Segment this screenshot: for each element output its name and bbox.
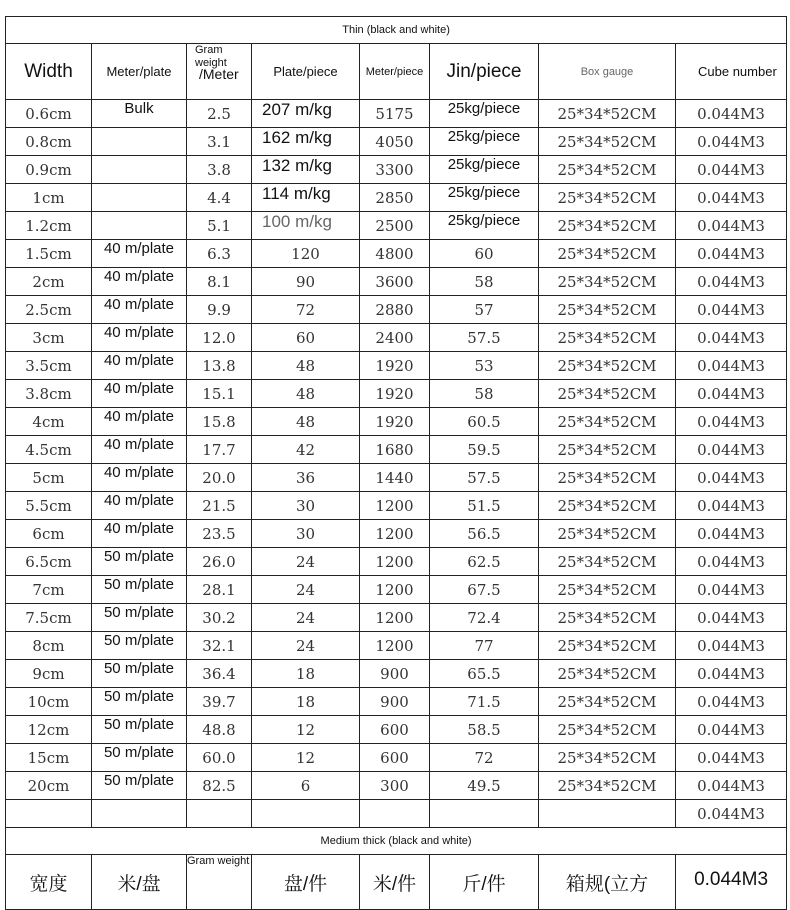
cell-cube-number: 0.044M3	[676, 660, 787, 688]
cell-width: 3.8cm	[6, 380, 92, 408]
cell-cube-number: 0.044M3	[676, 744, 787, 772]
header2-cube-number: 0.044M3	[676, 855, 787, 910]
cell-meter-per-piece: 1920	[360, 352, 430, 380]
cell-meter-per-piece: 1440	[360, 464, 430, 492]
cell-meter-per-plate: 40 m/plate	[92, 520, 187, 548]
cell-jin-per-piece: 58	[430, 268, 539, 296]
cell-meter-per-plate: Bulk	[92, 100, 187, 128]
table-row	[6, 660, 787, 688]
header-jin-piece: Jin/piece	[430, 44, 539, 100]
cell-cube-number: 0.044M3	[676, 436, 787, 464]
cell-plate-per-piece: 24	[252, 604, 360, 632]
cell-box-gauge: 25*34*52CM	[539, 212, 676, 240]
cell-cube-number: 0.044M3	[676, 324, 787, 352]
cell-jin-per-piece: 67.5	[430, 576, 539, 604]
cell-width: 7cm	[6, 576, 92, 604]
product-spec-table	[5, 16, 787, 910]
cell-plate-per-piece: 30	[252, 492, 360, 520]
cell-jin-per-piece: 72	[430, 744, 539, 772]
cell-plate-per-piece: 48	[252, 380, 360, 408]
cell-meter-per-piece: 1920	[360, 380, 430, 408]
table-row	[6, 100, 787, 128]
cell-plate-per-piece: 48	[252, 408, 360, 436]
cell-box-gauge: 25*34*52CM	[539, 632, 676, 660]
cell-jin-per-piece: 25kg/piece	[430, 184, 539, 212]
cell-meter-per-plate: 40 m/plate	[92, 436, 187, 464]
cell-box-gauge: 25*34*52CM	[539, 604, 676, 632]
cell-cube-number: 0.044M3	[676, 548, 787, 576]
cell-plate-per-piece: 48	[252, 352, 360, 380]
cell-width: 2cm	[6, 268, 92, 296]
cell-meter-per-plate	[92, 184, 187, 212]
cell-box-gauge: 25*34*52CM	[539, 352, 676, 380]
cell-cube-number: 0.044M3	[676, 464, 787, 492]
cell-gram-weight: 39.7	[187, 688, 252, 716]
cell-meter-per-piece: 2500	[360, 212, 430, 240]
cell-jin-per-piece: 56.5	[430, 520, 539, 548]
cell-width: 12cm	[6, 716, 92, 744]
table-row	[6, 716, 787, 744]
table-row	[6, 352, 787, 380]
cell-box-gauge: 25*34*52CM	[539, 156, 676, 184]
cell-meter-per-plate: 40 m/plate	[92, 240, 187, 268]
cell-width: 1.2cm	[6, 212, 92, 240]
cell-meter-per-plate: 50 m/plate	[92, 604, 187, 632]
cell-gram-weight: 28.1	[187, 576, 252, 604]
cell-meter-per-piece: 1200	[360, 548, 430, 576]
cell-box-gauge: 25*34*52CM	[539, 520, 676, 548]
cell-meter-per-piece: 300	[360, 772, 430, 800]
cell-meter-per-piece: 1200	[360, 520, 430, 548]
cell-meter-per-piece: 1200	[360, 632, 430, 660]
cell-gram-weight: 26.0	[187, 548, 252, 576]
cell-meter-per-plate: 40 m/plate	[92, 464, 187, 492]
header-width: Width	[6, 44, 92, 100]
cell-gram-weight: 15.1	[187, 380, 252, 408]
cell-gram-weight: 30.2	[187, 604, 252, 632]
header-cube-number: Cube number	[676, 44, 787, 100]
cell-jin-per-piece: 25kg/piece	[430, 212, 539, 240]
cell-meter-per-piece: 1200	[360, 576, 430, 604]
cell-jin-per-piece: 57	[430, 296, 539, 324]
cell-jin-per-piece: 25kg/piece	[430, 128, 539, 156]
table-row	[6, 800, 787, 828]
cell-meter-per-plate: 50 m/plate	[92, 744, 187, 772]
cell-width: 5cm	[6, 464, 92, 492]
cell-meter-per-plate: 40 m/plate	[92, 296, 187, 324]
cell-box-gauge: 25*34*52CM	[539, 240, 676, 268]
cell-meter-per-piece: 1200	[360, 492, 430, 520]
cell-box-gauge: 25*34*52CM	[539, 380, 676, 408]
cell-meter-per-piece: 2850	[360, 184, 430, 212]
cell-meter-per-plate: 40 m/plate	[92, 268, 187, 296]
table-row	[6, 604, 787, 632]
cell-jin-per-piece: 25kg/piece	[430, 100, 539, 128]
cell-cube-number: 0.044M3	[676, 296, 787, 324]
header-row	[6, 44, 787, 100]
cell-meter-per-piece: 4050	[360, 128, 430, 156]
cell-width: 1.5cm	[6, 240, 92, 268]
cell-jin-per-piece: 60.5	[430, 408, 539, 436]
header-row-2	[6, 855, 787, 910]
cell-meter-per-plate: 50 m/plate	[92, 772, 187, 800]
section-title-row	[6, 17, 787, 44]
cell-box-gauge: 25*34*52CM	[539, 688, 676, 716]
cell-meter-per-piece: 1200	[360, 604, 430, 632]
cell-box-gauge: 25*34*52CM	[539, 184, 676, 212]
cell-jin-per-piece: 58.5	[430, 716, 539, 744]
cell-plate-per-piece: 6	[252, 772, 360, 800]
cell-box-gauge: 25*34*52CM	[539, 716, 676, 744]
cell-jin-per-piece: 57.5	[430, 464, 539, 492]
cell-plate-per-piece	[252, 800, 360, 828]
cell-plate-per-piece: 207 m/kg	[252, 100, 360, 128]
cell-cube-number: 0.044M3	[676, 212, 787, 240]
cell-gram-weight: 23.5	[187, 520, 252, 548]
cell-plate-per-piece: 120	[252, 240, 360, 268]
cell-gram-weight: 20.0	[187, 464, 252, 492]
cell-cube-number: 0.044M3	[676, 632, 787, 660]
cell-jin-per-piece: 53	[430, 352, 539, 380]
cell-meter-per-piece	[360, 800, 430, 828]
cell-gram-weight: 82.5	[187, 772, 252, 800]
header2-meter-per-piece: 米/件	[360, 855, 430, 910]
cell-plate-per-piece: 24	[252, 548, 360, 576]
cell-cube-number: 0.044M3	[676, 240, 787, 268]
header2-box-gauge: 箱规(立方	[539, 855, 676, 910]
cell-meter-per-plate: 50 m/plate	[92, 548, 187, 576]
cell-gram-weight: 15.8	[187, 408, 252, 436]
cell-meter-per-plate: 40 m/plate	[92, 324, 187, 352]
cell-plate-per-piece: 12	[252, 716, 360, 744]
cell-box-gauge: 25*34*52CM	[539, 408, 676, 436]
cell-gram-weight: 3.8	[187, 156, 252, 184]
cell-box-gauge: 25*34*52CM	[539, 464, 676, 492]
cell-jin-per-piece: 25kg/piece	[430, 156, 539, 184]
cell-width: 10cm	[6, 688, 92, 716]
cell-width: 2.5cm	[6, 296, 92, 324]
cell-plate-per-piece: 162 m/kg	[252, 128, 360, 156]
cell-meter-per-piece: 900	[360, 660, 430, 688]
cell-cube-number: 0.044M3	[676, 604, 787, 632]
cell-meter-per-plate: 50 m/plate	[92, 576, 187, 604]
cell-plate-per-piece: 132 m/kg	[252, 156, 360, 184]
cell-cube-number: 0.044M3	[676, 576, 787, 604]
table-row	[6, 296, 787, 324]
cell-gram-weight: 3.1	[187, 128, 252, 156]
cell-gram-weight: 13.8	[187, 352, 252, 380]
cell-meter-per-piece: 900	[360, 688, 430, 716]
cell-plate-per-piece: 90	[252, 268, 360, 296]
cell-cube-number: 0.044M3	[676, 772, 787, 800]
header2-gram-weight: Gram weight	[187, 855, 252, 910]
cell-gram-weight: 9.9	[187, 296, 252, 324]
table-row	[6, 772, 787, 800]
section-title-thin: Thin (black and white)	[6, 17, 787, 44]
cell-jin-per-piece: 51.5	[430, 492, 539, 520]
cell-cube-number: 0.044M3	[676, 520, 787, 548]
table-row	[6, 324, 787, 352]
section-title-medium: Medium thick (black and white)	[6, 828, 787, 855]
table-row	[6, 184, 787, 212]
cell-box-gauge: 25*34*52CM	[539, 296, 676, 324]
header-gram-weight-a: Gram weight	[195, 44, 227, 69]
cell-width: 0.6cm	[6, 100, 92, 128]
header-plate-piece: Plate/piece	[252, 44, 360, 100]
cell-box-gauge	[539, 800, 676, 828]
cell-gram-weight: 2.5	[187, 100, 252, 128]
cell-gram-weight: 5.1	[187, 212, 252, 240]
cell-cube-number: 0.044M3	[676, 380, 787, 408]
cell-width: 20cm	[6, 772, 92, 800]
cell-jin-per-piece: 49.5	[430, 772, 539, 800]
cell-plate-per-piece: 18	[252, 660, 360, 688]
cell-cube-number: 0.044M3	[676, 408, 787, 436]
cell-jin-per-piece: 57.5	[430, 324, 539, 352]
cell-meter-per-plate: 50 m/plate	[92, 688, 187, 716]
cell-box-gauge: 25*34*52CM	[539, 576, 676, 604]
cell-gram-weight: 60.0	[187, 744, 252, 772]
cell-box-gauge: 25*34*52CM	[539, 660, 676, 688]
cell-width: 3cm	[6, 324, 92, 352]
table-row	[6, 464, 787, 492]
cell-meter-per-plate: 50 m/plate	[92, 716, 187, 744]
cell-meter-per-plate: 40 m/plate	[92, 352, 187, 380]
cell-width: 1cm	[6, 184, 92, 212]
table-row	[6, 240, 787, 268]
cell-cube-number: 0.044M3	[676, 492, 787, 520]
cell-width	[6, 800, 92, 828]
cell-meter-per-piece: 600	[360, 744, 430, 772]
table-row	[6, 492, 787, 520]
cell-jin-per-piece: 59.5	[430, 436, 539, 464]
cell-jin-per-piece: 71.5	[430, 688, 539, 716]
cell-plate-per-piece: 30	[252, 520, 360, 548]
cell-gram-weight	[187, 800, 252, 828]
cell-meter-per-piece: 3600	[360, 268, 430, 296]
table-row	[6, 576, 787, 604]
cell-meter-per-piece: 5175	[360, 100, 430, 128]
cell-jin-per-piece: 58	[430, 380, 539, 408]
header2-width: 宽度	[6, 855, 92, 910]
cell-plate-per-piece: 72	[252, 296, 360, 324]
cell-plate-per-piece: 114 m/kg	[252, 184, 360, 212]
cell-jin-per-piece: 65.5	[430, 660, 539, 688]
cell-width: 6.5cm	[6, 548, 92, 576]
header-gram-weight	[187, 44, 252, 100]
cell-width: 6cm	[6, 520, 92, 548]
cell-width: 7.5cm	[6, 604, 92, 632]
cell-meter-per-plate	[92, 156, 187, 184]
cell-meter-per-piece: 3300	[360, 156, 430, 184]
cell-meter-per-plate: 40 m/plate	[92, 380, 187, 408]
cell-width: 15cm	[6, 744, 92, 772]
cell-meter-per-plate: 40 m/plate	[92, 408, 187, 436]
cell-jin-per-piece: 77	[430, 632, 539, 660]
cell-plate-per-piece: 60	[252, 324, 360, 352]
table-row	[6, 548, 787, 576]
cell-plate-per-piece: 100 m/kg	[252, 212, 360, 240]
cell-meter-per-piece: 2400	[360, 324, 430, 352]
header-meter-piece: Meter/piece	[360, 44, 430, 100]
cell-box-gauge: 25*34*52CM	[539, 100, 676, 128]
cell-cube-number: 0.044M3	[676, 128, 787, 156]
cell-meter-per-piece: 600	[360, 716, 430, 744]
cell-box-gauge: 25*34*52CM	[539, 268, 676, 296]
header-gram-weight-b: /Meter	[199, 66, 239, 82]
cell-width: 8cm	[6, 632, 92, 660]
cell-plate-per-piece: 18	[252, 688, 360, 716]
cell-jin-per-piece	[430, 800, 539, 828]
cell-width: 0.9cm	[6, 156, 92, 184]
cell-gram-weight: 32.1	[187, 632, 252, 660]
table-row	[6, 128, 787, 156]
cell-cube-number: 0.044M3	[676, 156, 787, 184]
cell-plate-per-piece: 24	[252, 576, 360, 604]
cell-width: 0.8cm	[6, 128, 92, 156]
cell-box-gauge: 25*34*52CM	[539, 744, 676, 772]
cell-width: 4cm	[6, 408, 92, 436]
cell-width: 9cm	[6, 660, 92, 688]
table-row	[6, 520, 787, 548]
table-row	[6, 744, 787, 772]
cell-gram-weight: 48.8	[187, 716, 252, 744]
cell-meter-per-plate	[92, 212, 187, 240]
cell-jin-per-piece: 62.5	[430, 548, 539, 576]
cell-gram-weight: 6.3	[187, 240, 252, 268]
cell-cube-number: 0.044M3	[676, 100, 787, 128]
cell-meter-per-piece: 1920	[360, 408, 430, 436]
table-row	[6, 632, 787, 660]
table-row	[6, 436, 787, 464]
table-row	[6, 688, 787, 716]
cell-meter-per-piece: 1680	[360, 436, 430, 464]
cell-width: 5.5cm	[6, 492, 92, 520]
cell-meter-per-plate	[92, 800, 187, 828]
cell-meter-per-plate: 50 m/plate	[92, 632, 187, 660]
cell-gram-weight: 12.0	[187, 324, 252, 352]
cell-meter-per-plate: 50 m/plate	[92, 660, 187, 688]
header-meter-plate: Meter/plate	[92, 44, 187, 100]
cell-plate-per-piece: 12	[252, 744, 360, 772]
cell-gram-weight: 36.4	[187, 660, 252, 688]
cell-jin-per-piece: 60	[430, 240, 539, 268]
cell-meter-per-plate: 40 m/plate	[92, 492, 187, 520]
cell-cube-number: 0.044M3	[676, 184, 787, 212]
cell-meter-per-piece: 4800	[360, 240, 430, 268]
cell-gram-weight: 17.7	[187, 436, 252, 464]
cell-gram-weight: 21.5	[187, 492, 252, 520]
cell-gram-weight: 8.1	[187, 268, 252, 296]
section-title-row	[6, 828, 787, 855]
cell-box-gauge: 25*34*52CM	[539, 436, 676, 464]
cell-cube-number: 0.044M3	[676, 716, 787, 744]
cell-plate-per-piece: 42	[252, 436, 360, 464]
cell-plate-per-piece: 24	[252, 632, 360, 660]
table-row	[6, 408, 787, 436]
cell-jin-per-piece: 72.4	[430, 604, 539, 632]
cell-box-gauge: 25*34*52CM	[539, 548, 676, 576]
cell-box-gauge: 25*34*52CM	[539, 128, 676, 156]
cell-cube-number: 0.044M3	[676, 800, 787, 828]
table-row	[6, 156, 787, 184]
header-box-gauge: Box gauge	[539, 44, 676, 100]
cell-width: 4.5cm	[6, 436, 92, 464]
table-row	[6, 212, 787, 240]
cell-meter-per-plate	[92, 128, 187, 156]
cell-box-gauge: 25*34*52CM	[539, 324, 676, 352]
table-row	[6, 380, 787, 408]
cell-box-gauge: 25*34*52CM	[539, 772, 676, 800]
cell-cube-number: 0.044M3	[676, 268, 787, 296]
header2-jin-per-piece: 斤/件	[430, 855, 539, 910]
header2-plate-per-piece: 盘/件	[252, 855, 360, 910]
header2-meter-per-plate: 米/盘	[92, 855, 187, 910]
cell-plate-per-piece: 36	[252, 464, 360, 492]
table-row	[6, 268, 787, 296]
cell-cube-number: 0.044M3	[676, 352, 787, 380]
cell-meter-per-piece: 2880	[360, 296, 430, 324]
cell-box-gauge: 25*34*52CM	[539, 492, 676, 520]
cell-width: 3.5cm	[6, 352, 92, 380]
cell-cube-number: 0.044M3	[676, 688, 787, 716]
cell-gram-weight: 4.4	[187, 184, 252, 212]
